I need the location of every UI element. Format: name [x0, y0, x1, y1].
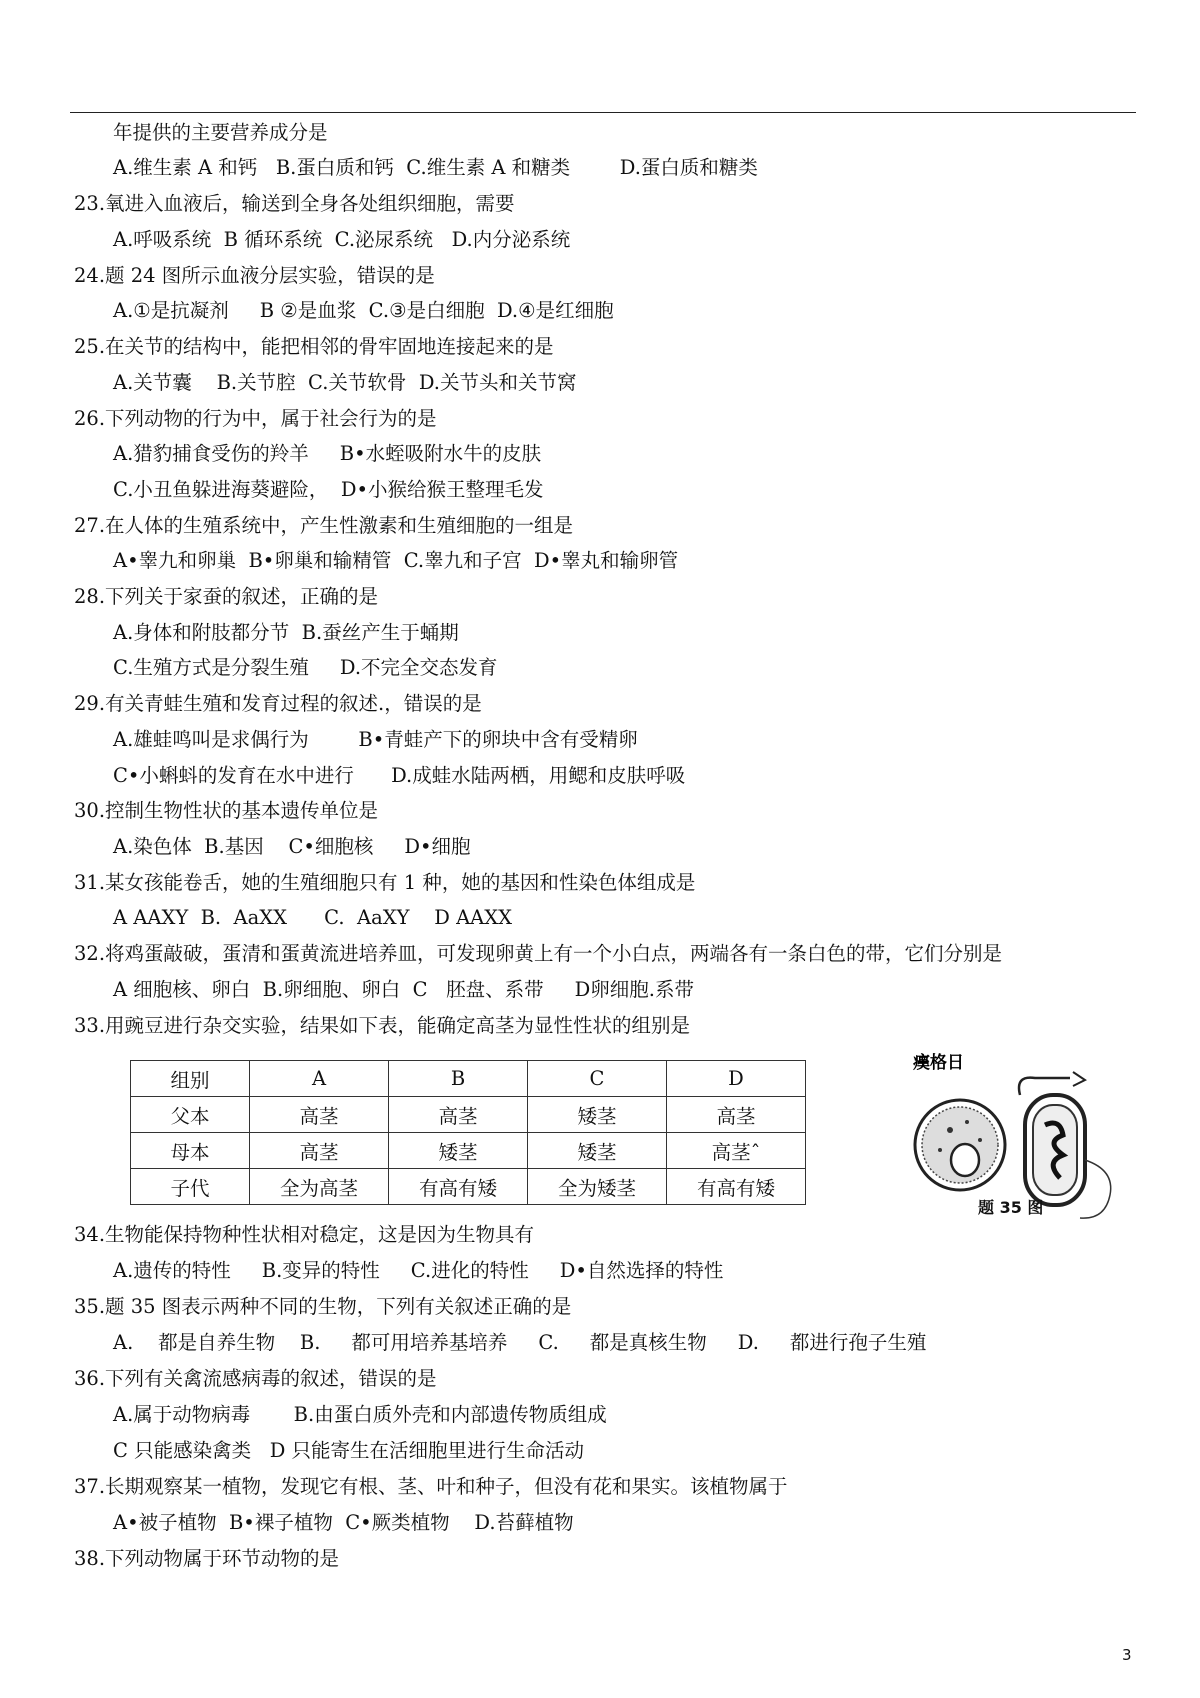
question-28-stem: 28.下列关于家蚕的叙述，正确的是: [74, 585, 379, 608]
figure-35-caption: 题 35 图: [978, 1198, 1044, 1217]
question-26-options-2: C.小丑鱼躲进海葵避险， D•小猴给猴王整理毛发: [113, 478, 544, 501]
figure-top-text: 㿙格日: [913, 1053, 964, 1073]
question-36-stem: 36.下列有关禽流感病毒的叙述，错误的是: [74, 1367, 437, 1390]
table-row: [131, 1169, 806, 1205]
question-28-options-2: C.生殖方式是分裂生殖 D.不完全交态发育: [113, 656, 498, 679]
table-cell: D: [667, 1061, 806, 1097]
question-29-options-2: C•小蝌蚪的发育在水中进行 D.成蛙水陆两栖，用鳃和皮肤呼吸: [113, 764, 686, 787]
table-cell: 矮茎: [389, 1133, 528, 1169]
table-cell: 全为矮茎: [528, 1169, 667, 1205]
question-34-stem: 34.生物能保持物种性状相对稳定，这是因为生物具有: [74, 1223, 535, 1246]
table-cell: A: [250, 1061, 389, 1097]
table-cell: C: [528, 1061, 667, 1097]
table-cell: 高茎: [389, 1097, 528, 1133]
question-27-options: A•睾九和卵巢 B•卵巢和输精管 C.睾九和子宫 D•睾丸和输卵管: [113, 549, 679, 572]
question-35-options: A. 都是自养生物 B. 都可用培养基培养 C. 都是真核生物 D. 都进行孢子生殖: [113, 1331, 927, 1354]
question-24-stem: 24.题 24 图所示血液分层实验，错误的是: [74, 264, 435, 287]
table-cell: 子代: [131, 1169, 250, 1205]
question-26-stem: 26.下列动物的行为中，属于社会行为的是: [74, 407, 437, 430]
table-cell: 全为高茎: [250, 1169, 389, 1205]
question-38-stem: 38.下列动物属于环节动物的是: [74, 1547, 340, 1570]
table-row: [131, 1097, 806, 1133]
question-30-options: A.染色体 B.基因 C•细胞核 D•细胞: [113, 835, 471, 858]
table-cell: 高茎: [250, 1133, 389, 1169]
question-23-options: A.呼吸系统 B 循环系统 C.泌尿系统 D.内分泌系统: [113, 228, 571, 251]
question-31-options: A AAXY B. AaXX C. AaXY D AAXX: [113, 906, 513, 929]
table-cell: 矮茎: [528, 1133, 667, 1169]
table-row: [131, 1133, 806, 1169]
question-33-stem: 33.用豌豆进行杂交实验，结果如下表，能确定高茎为显性性状的组别是: [74, 1014, 691, 1037]
question-25-options: A.关节囊 B.关节腔 C.关节软骨 D.关节头和关节窝: [113, 371, 577, 394]
table-cell: 有高有矮: [667, 1169, 806, 1205]
question-37-options: A•被子植物 B•裸子植物 C•厥类植物 D.苔藓植物: [113, 1511, 574, 1534]
question-36-options-2: C 只能感染禽类 D 只能寄生在活细胞里进行生命活动: [113, 1439, 585, 1462]
table-cell: 有高有矮: [389, 1169, 528, 1205]
question-35-stem: 35.题 35 图表示两种不同的生物，下列有关叙述正确的是: [74, 1295, 572, 1318]
question-30-stem: 30.控制生物性状的基本遗传单位是: [74, 799, 379, 822]
question-34-options: A.遗传的特性 B.变异的特性 C.进化的特性 D•自然选择的特性: [113, 1259, 724, 1282]
question-23-stem: 23.氧进入血液后，输送到全身各处组织细胞，需要: [74, 192, 515, 215]
header-rule: [70, 112, 1136, 113]
table-cell: 高茎ˆ: [667, 1133, 806, 1169]
question-36-options-1: A.属于动物病毒 B.由蛋白质外壳和内部遗传物质组成: [113, 1403, 607, 1426]
table-cell: 高茎: [667, 1097, 806, 1133]
question-22-stem-continued: 年提供的主要营养成分是: [113, 121, 328, 144]
yeast-cell-drawing: [915, 1100, 1005, 1190]
table-cell: 母本: [131, 1133, 250, 1169]
table-cell: B: [389, 1061, 528, 1097]
page-number: 3: [1122, 1646, 1132, 1664]
question-25-stem: 25.在关节的结构中，能把相邻的骨牢固地连接起来的是: [74, 335, 554, 358]
question-29-stem: 29.有关青蛙生殖和发育过程的叙述.，错误的是: [74, 692, 482, 715]
question-24-options: A.①是抗凝剂 B ②是血浆 C.③是白细胞 D.④是红细胞: [113, 299, 614, 322]
table-header-row: [131, 1061, 806, 1097]
table-cell: 高茎: [250, 1097, 389, 1133]
table-cell: 组别: [131, 1061, 250, 1097]
question-29-options-1: A.雄蛙鸣叫是求偶行为 B•青蛙产下的卵块中含有受精卵: [113, 728, 638, 751]
question-27-stem: 27.在人体的生殖系统中，产生性激素和生殖细胞的一组是: [74, 514, 574, 537]
question-28-options-1: A.身体和附肢都分节 B.蚕丝产生于蛹期: [113, 621, 459, 644]
question-32-stem: 32.将鸡蛋敲破，蛋清和蛋黄流进培养皿，可发现卵黄上有一个小白点，两端各有一条白色的带，它们分别是: [74, 942, 1003, 965]
hybridization-results-table: [130, 1060, 806, 1205]
question-37-stem: 37.长期观察某一植物，发现它有根、茎、叶和种子，但没有花和果实。该植物属于: [74, 1475, 788, 1498]
question-31-stem: 31.某女孩能卷舌，她的生殖细胞只有 1 种，她的基因和性染色体组成是: [74, 871, 696, 894]
question-22-options: A.维生素 A 和钙 B.蛋白质和钙 C.维生素 A 和糖类 D.蛋白质和糖类: [113, 156, 758, 179]
table-cell: 矮茎: [528, 1097, 667, 1133]
question-32-options: A 细胞核、卵白 B.卵细胞、卵白 C 胚盘、系带 D卵细胞.系带: [113, 978, 694, 1001]
table-cell: 父本: [131, 1097, 250, 1133]
question-26-options-1: A.猎豹捕食受伤的羚羊 B•水蛭吸附水牛的皮肤: [113, 442, 542, 465]
